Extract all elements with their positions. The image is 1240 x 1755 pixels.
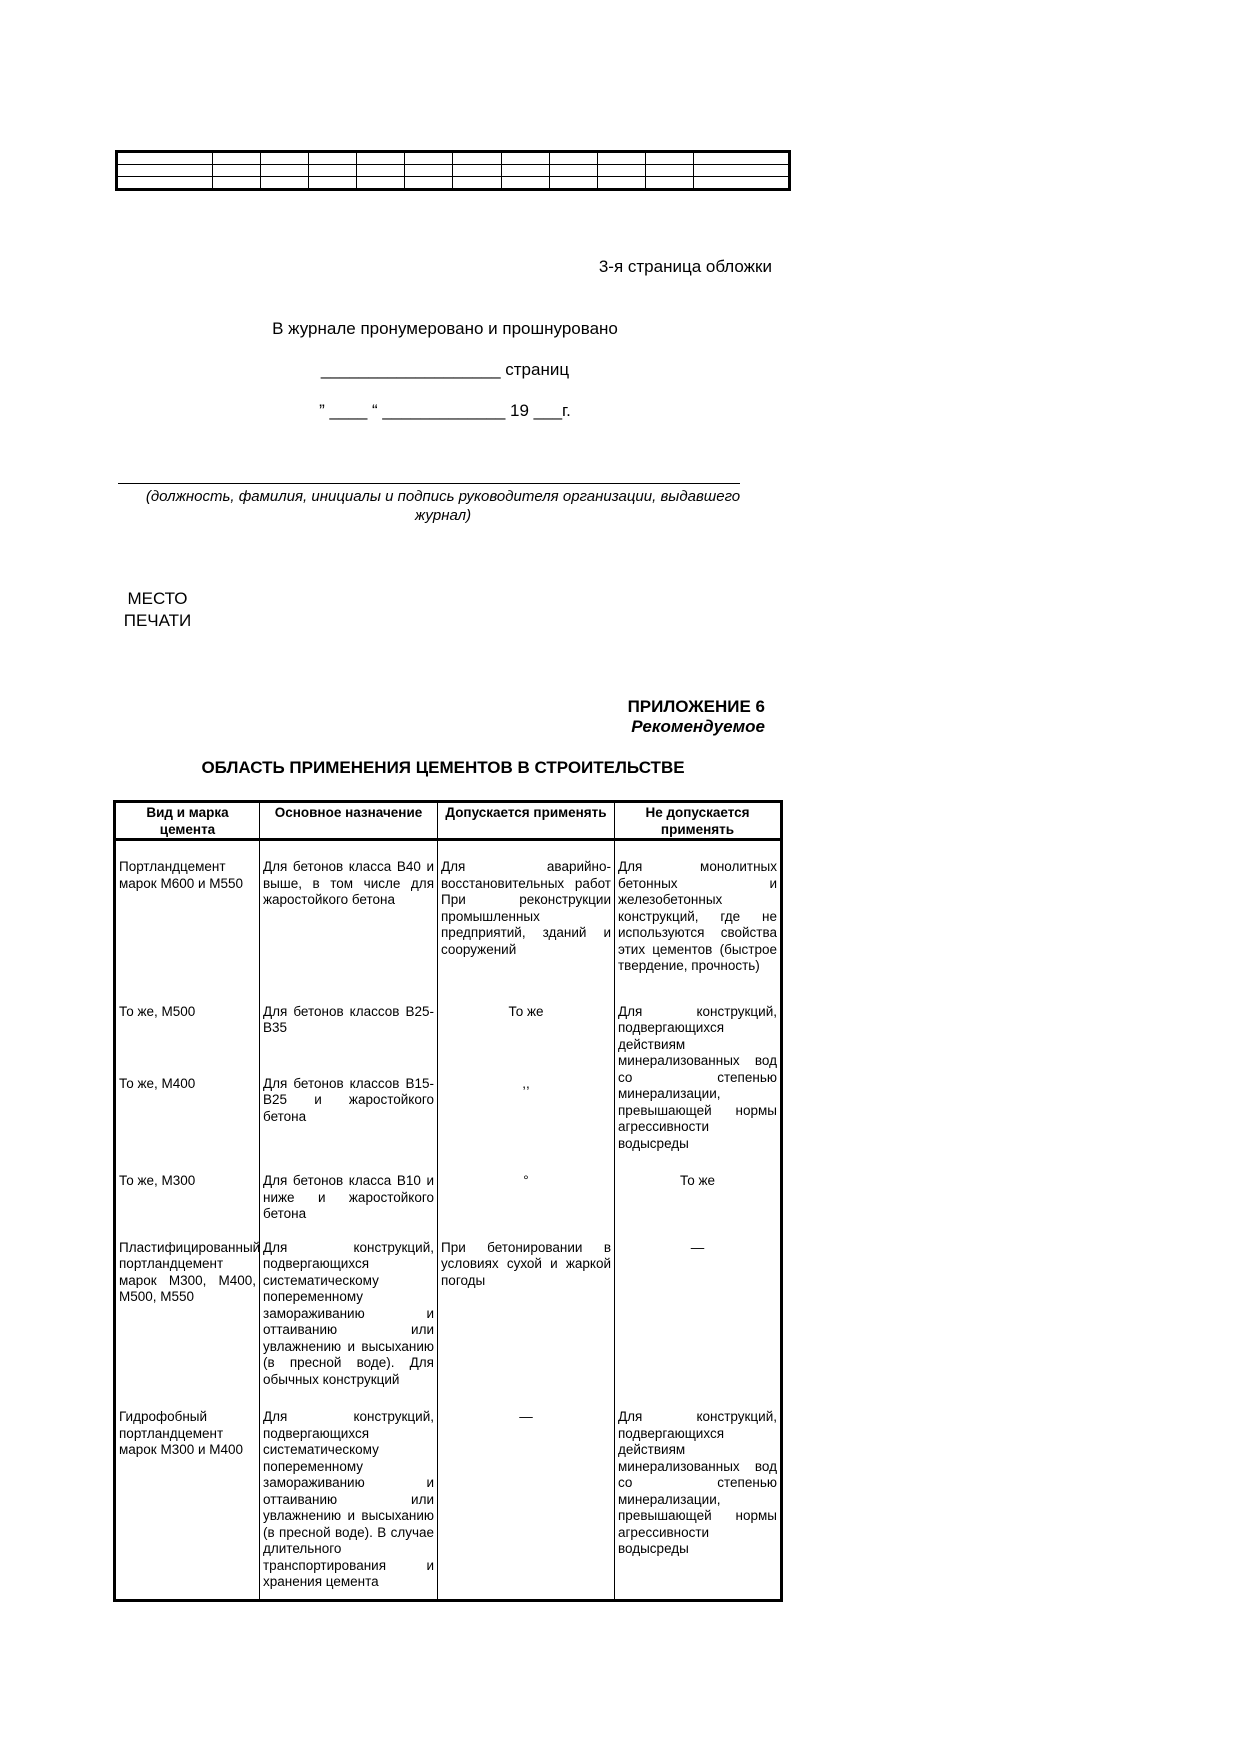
header-allowed: Допускается применять xyxy=(438,802,615,840)
cell-purpose: Для конструкций, подвергающихся систематическому попеременному замораживанию и оттаиванию или увлажнению и высыханию (в пресной воде). В случае длительного транспортирования и хранения цемента xyxy=(260,1409,438,1600)
cover-page-label: 3-я страница обложки xyxy=(598,257,772,276)
header-cement-type: Вид и марка цемента xyxy=(115,802,260,840)
cell-allowed: Для аварийно-восстановительных работ При реконструкции промышленных предприятий, зданий и сооружений xyxy=(438,840,615,1004)
cell-type: То же, М400 xyxy=(115,1076,260,1174)
table-title: ОБЛАСТЬ ПРИМЕНЕНИЯ ЦЕМЕНТОВ В СТРОИТЕЛЬСТВЕ xyxy=(201,758,685,777)
cell-allowed: При бетонировании в условиях сухой и жаркой погоды xyxy=(438,1240,615,1410)
table-row xyxy=(115,840,782,1004)
cell-purpose: Для бетонов классов В25-В35 xyxy=(260,1004,438,1076)
cell-allowed: То же xyxy=(438,1004,615,1076)
journal-text: В журнале пронумеровано и прошнуровано xyxy=(272,319,618,338)
table-row xyxy=(115,1173,782,1239)
cell-type: Гидрофобный портландцемент марок М300 и М400 xyxy=(115,1409,260,1600)
cell-not-allowed: Для монолитных бетонных и железобетонных конструкций, где не используются свойства этих цементов (быстрое твердение, прочность) xyxy=(615,840,782,1004)
cell-not-allowed: Для конструкций, подвергающихся действиям минерализованных вод со степенью минерализации, превышающей нормы агрессивности водысреды xyxy=(615,1004,782,1174)
stamp-placeholder xyxy=(110,588,205,632)
header-purpose: Основное назначение xyxy=(260,802,438,840)
cell-type: Портландцемент марок М600 и М550 xyxy=(115,840,260,1004)
cement-application-table xyxy=(113,800,783,1602)
appendix-number: ПРИЛОЖЕНИЕ 6 xyxy=(627,697,765,716)
table-row xyxy=(115,1004,782,1076)
signature-caption: (должность, фамилия, инициалы и подпись руководителя организации, выдавшего журнал) xyxy=(145,488,741,524)
cell-not-allowed: — xyxy=(615,1240,782,1410)
cell-purpose: Для бетонов класса В10 и ниже и жаростойкого бетона xyxy=(260,1173,438,1239)
stamp-label-2: ПЕЧАТИ xyxy=(123,611,192,630)
appendix-status: Рекомендуемое xyxy=(631,717,765,736)
cell-not-allowed: Для конструкций, подвергающихся действиям минерализованных вод со степенью минерализации, превышающей нормы агрессивности водысреды xyxy=(615,1409,782,1600)
cell-purpose: Для конструкций, подвергающихся систематическому попеременному замораживанию и оттаиванию или увлажнению и высыханию (в пресной воде). Для обычных конструкций xyxy=(260,1240,438,1410)
stamp-label-1: МЕСТО xyxy=(127,589,188,608)
cell-purpose: Для бетонов классов В15-В25 и жаростойкого бетона xyxy=(260,1076,438,1174)
table-row xyxy=(115,1240,782,1410)
signature-line xyxy=(118,483,740,484)
cell-type: То же, М500 xyxy=(115,1004,260,1076)
date-line: ” ____ “ _____________ 19 ___г. xyxy=(319,401,571,420)
cell-allowed: ° xyxy=(438,1173,615,1239)
empty-grid-table xyxy=(115,150,791,191)
cell-type: То же, М300 xyxy=(115,1173,260,1239)
table-row xyxy=(115,1409,782,1600)
cell-type: Пластифицированный портландцемент марок М300, М400, М500, М550 xyxy=(115,1240,260,1410)
table-header-row xyxy=(115,802,782,840)
cell-allowed: — xyxy=(438,1409,615,1600)
cell-purpose: Для бетонов класса В40 и выше, в том числе для жаростойкого бетона xyxy=(260,840,438,1004)
header-not-allowed: Не допускается применять xyxy=(615,802,782,840)
pages-line: ___________________ страниц xyxy=(320,360,570,379)
cell-allowed: ,, xyxy=(438,1076,615,1174)
cell-not-allowed: То же xyxy=(615,1173,782,1239)
